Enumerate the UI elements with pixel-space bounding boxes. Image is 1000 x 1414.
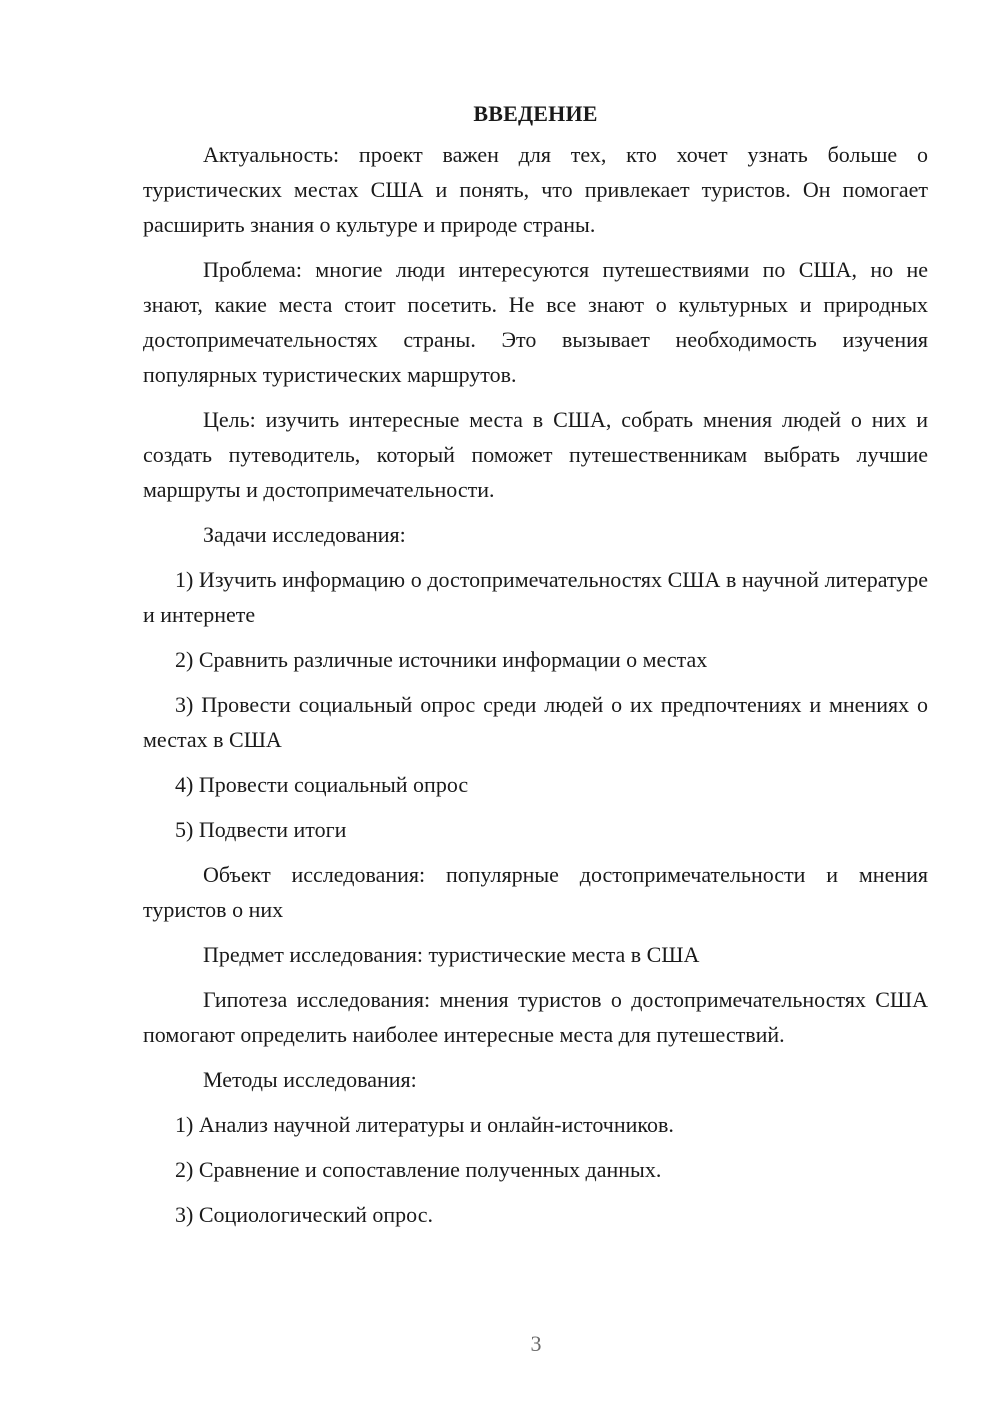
task-item: 5) Подвести итоги xyxy=(175,817,347,842)
method-item: 2) Сравнение и сопоставление полученных данных. xyxy=(175,1157,662,1182)
subject-paragraph: Предмет исследования: туристические места в США xyxy=(203,942,700,967)
goal-paragraph: Цель: изучить интересные места в США, собрать мнения людей о них и создать путеводитель, который поможет путешественникам выбрать лучшие маршруты и достопримечательности. xyxy=(143,407,928,502)
method-item: 3) Социологический опрос. xyxy=(175,1202,433,1227)
document-page xyxy=(143,96,928,1242)
task-item: 3) Провести социальный опрос среди людей о их предпочтениях и мнениях о местах в США xyxy=(143,692,928,752)
relevance-paragraph: Актуальность: проект важен для тех, кто хочет узнать больше о туристических местах США и понять, что привлекает туристов. Он помогает расширить знания о культуре и природе страны. xyxy=(143,142,928,237)
tasks-heading: Задачи исследования: xyxy=(203,522,406,547)
task-item: 2) Сравнить различные источники информации о местах xyxy=(175,647,708,672)
hypothesis-paragraph: Гипотеза исследования: мнения туристов о достопримечательностях США помогают определить наиболее интересные места для путешествий. xyxy=(143,987,928,1047)
problem-paragraph: Проблема: многие люди интересуются путешествиями по США, но не знают, какие места стоит посетить. Не все знают о культурных и природных достопримечательностях страны. Это вызывает необходимость изучения популярных туристических маршрутов. xyxy=(143,257,928,387)
methods-heading: Методы исследования: xyxy=(203,1067,417,1092)
task-item: 1) Изучить информацию о достопримечательностях США в научной литературе и интернете xyxy=(143,567,928,627)
section-title: ВВЕДЕНИЕ xyxy=(473,101,598,126)
method-item: 1) Анализ научной литературы и онлайн-источников. xyxy=(175,1112,674,1137)
page-number: 3 xyxy=(530,1331,542,1356)
object-paragraph: Объект исследования: популярные достопримечательности и мнения туристов о них xyxy=(143,862,928,922)
task-item: 4) Провести социальный опрос xyxy=(175,772,469,797)
